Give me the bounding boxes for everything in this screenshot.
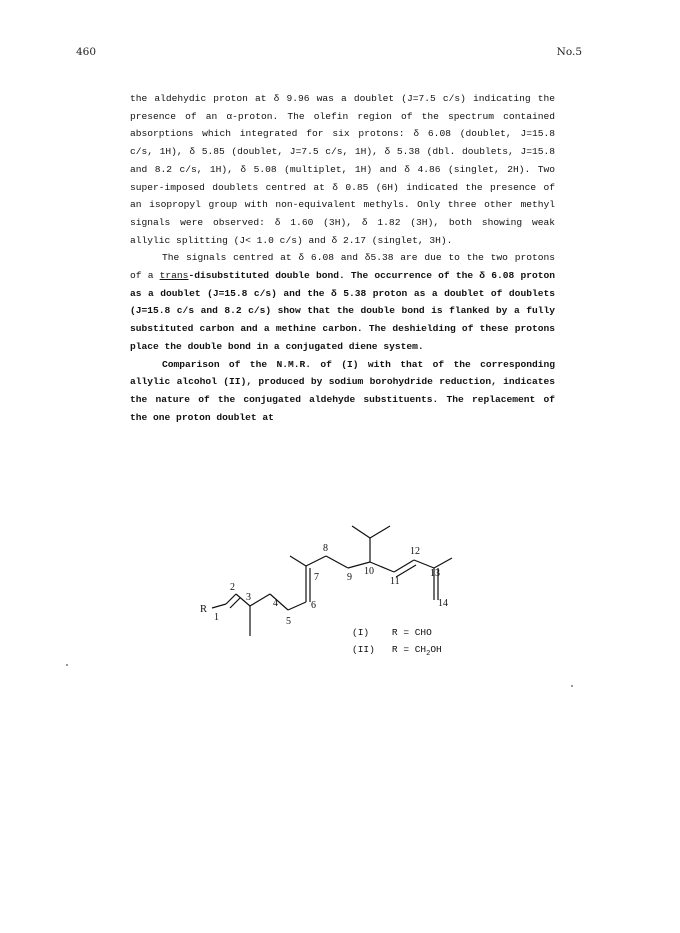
legend-label-2: (II) [352, 644, 375, 655]
legend-r-2: R = CH [391, 644, 427, 655]
legend-row-1 [352, 624, 442, 641]
atom-number-1: 1 [214, 612, 219, 623]
atom-number-11: 11 [390, 576, 400, 587]
atom-number-8: 8 [323, 543, 328, 554]
legend-tail-2: OH [430, 644, 442, 655]
compound-legend [352, 624, 442, 663]
legend-sub-2: 2 [426, 649, 431, 658]
paragraph-1: the aldehydic proton at δ 9.96 was a doublet (J=7.5 c/s) indicating the presence of an α-proton. The olefin region of the spectrum contained absorptions which integrated for six protons: δ 6.08 (doublet, J=15.8 c/s, 1H), δ 5.85 (doublet, J=7.5 c/s, 1H), δ 5.38 (dbl. doublets, J=15.8 and 8.2 c/s, 1H), δ 5.08 (multiplet, 1H) and δ 4.86 (singlet, 2H). Two super-imposed doublets centred at δ 0.85 (6H) indicated the presence of an isopropyl group with non-equivalent methyls. Only three other methyl signals were observed: δ 1.60 (3H), δ 1.82 (3H), both showing weak allylic splitting (J< 1.0 c/s) and δ 2.17 (singlet, 3H). [130, 93, 555, 246]
atom-number-12: 12 [410, 546, 420, 557]
atom-number-7: 7 [314, 572, 319, 583]
paragraph-2 [130, 249, 555, 355]
structure-diagram [180, 520, 500, 700]
atom-number-10: 10 [364, 566, 374, 577]
legend-row-2 [352, 641, 442, 663]
atom-number-6: 6 [311, 600, 316, 611]
skeleton-bonds [212, 526, 452, 636]
atom-number-5: 5 [286, 616, 291, 627]
paragraph-3: Comparison of the N.M.R. of (I) with that of the corresponding allylic alcohol (II), produced by sodium borohydride reduction, indicates the nature of the conjugated aldehyde substituents. The replacement of the one proton doublet at [130, 358, 555, 423]
paragraph-2-start: The signals centred at δ 6.08 and δ5.38 are due to the two protons of a [130, 252, 555, 282]
atom-number-9: 9 [347, 572, 352, 583]
article-body [130, 90, 555, 426]
atom-number-3: 3 [246, 592, 251, 603]
scan-speck [66, 664, 68, 666]
journal-issue: No.5 [556, 46, 582, 58]
atom-number-14: 14 [438, 598, 448, 609]
trans-underlined: trans [159, 270, 189, 282]
atom-number-4: 4 [273, 598, 278, 609]
atom-number-13: 13 [430, 568, 440, 579]
atom-number-2: 2 [230, 582, 235, 593]
page-number: 460 [76, 46, 97, 58]
r-group-label: R [200, 604, 208, 615]
legend-label-1: (I) [352, 627, 370, 638]
chemical-structure [180, 520, 500, 700]
legend-r-1: R = CHO [391, 627, 432, 638]
scan-speck [571, 685, 573, 687]
paragraph-2-end: -disubstituted double bond. The occurrence of the δ 6.08 proton as a doublet (J=15.8 c/s) and the δ 5.38 proton as a doublet of doublets (J=15.8 c/s and 8.2 c/s) show that the double bond is flanked by a fully substituted carbon and a methine carbon. The deshielding of these protons place the double bond in a conjugated diene system. [130, 270, 556, 352]
